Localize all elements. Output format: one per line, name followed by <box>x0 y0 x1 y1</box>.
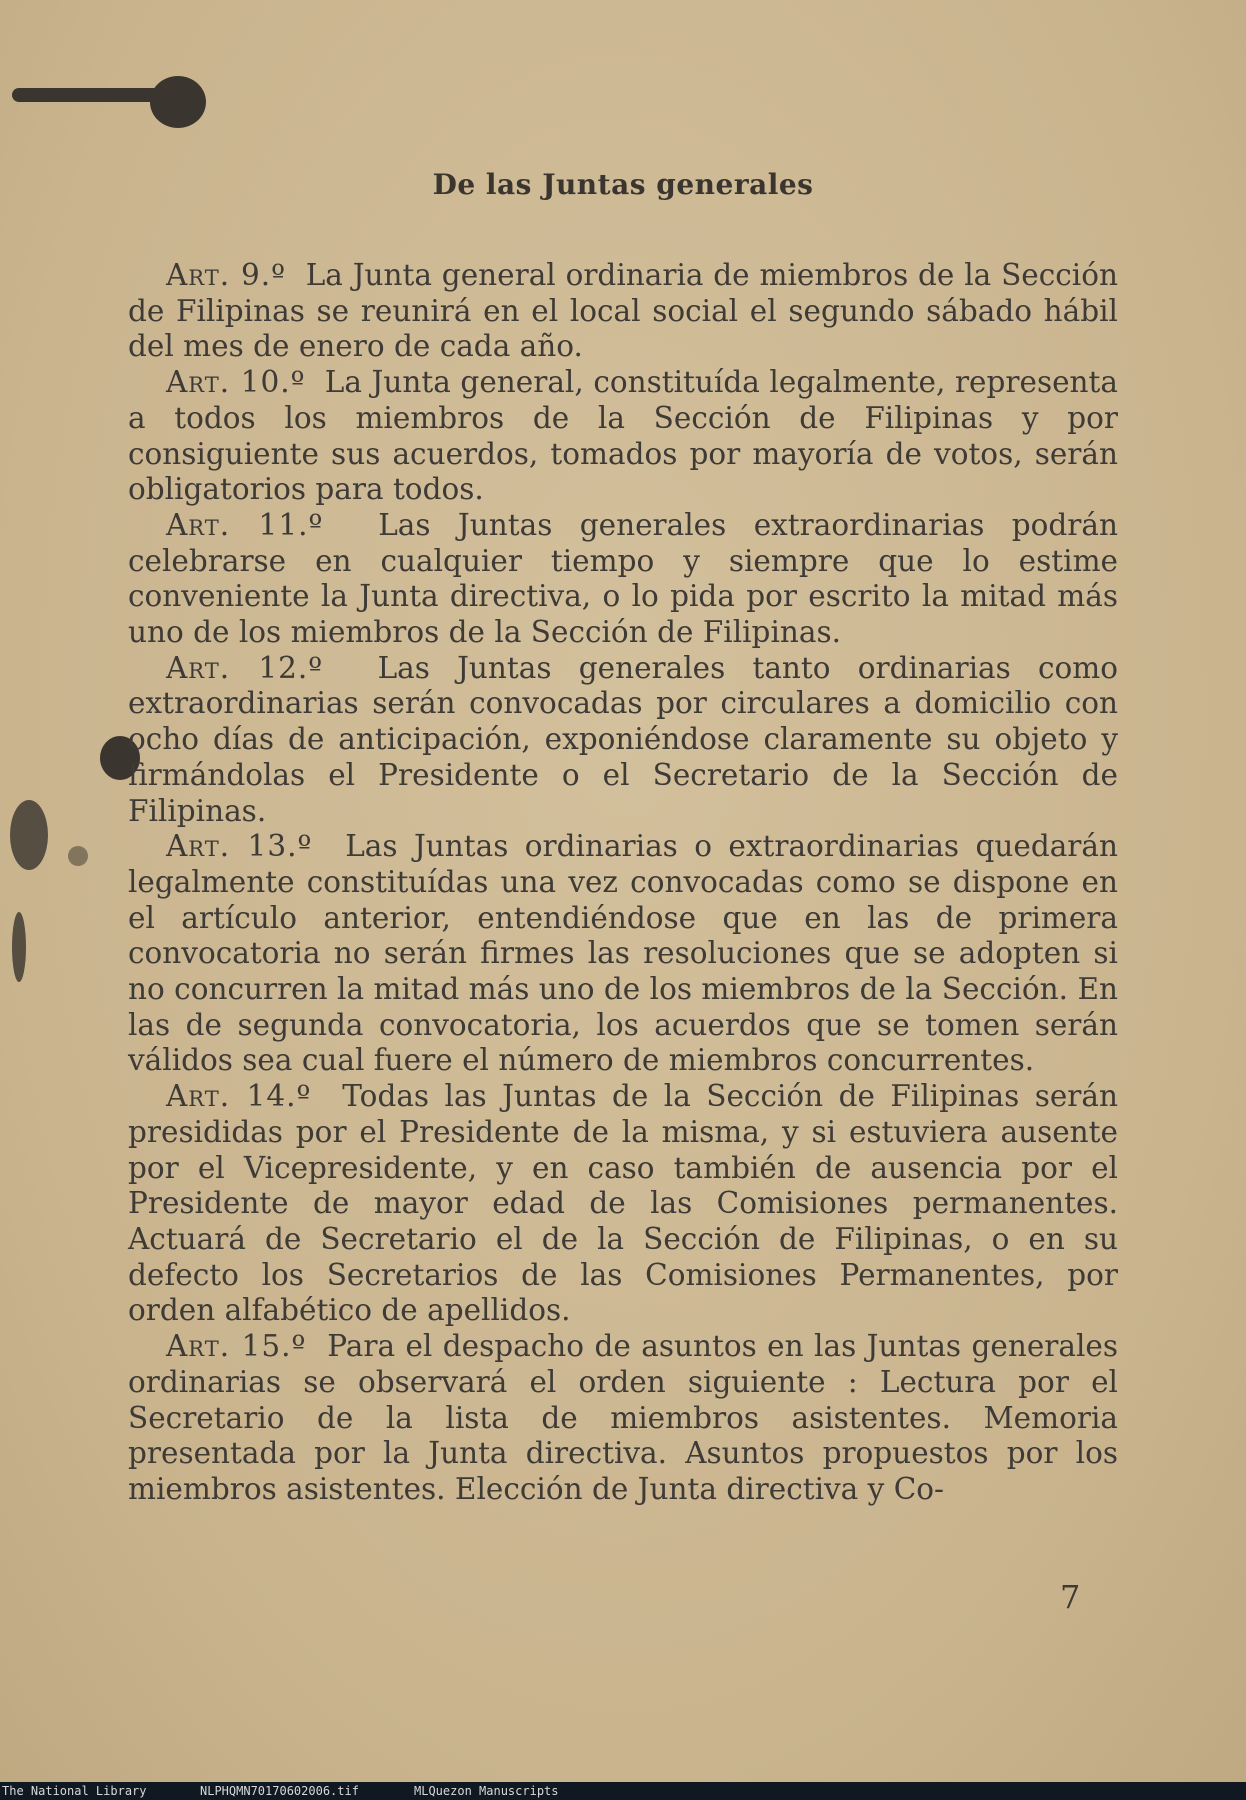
footer-collection: MLQuezon Manuscripts <box>414 1784 559 1798</box>
article-text: Todas las Juntas de la Sección de Filipinas serán presididas por el Presidente de la misma, y si estuviera ausente por el Vicepresidente, y en caso también de ausencia por el Presidente de mayor edad de las Comisiones permanentes. Actuará de Secretario el de la Sección de Filipinas, o en su defecto los Secretarios de las Comisiones Permanentes, por orden alfabético de apellidos. <box>128 1079 1118 1328</box>
article-label: Art. 12.º <box>166 650 324 685</box>
ink-stain <box>10 800 48 870</box>
article-label: Art. 13.º <box>166 829 313 864</box>
footer-library: The National Library <box>2 1784 147 1798</box>
footer-filename: NLPHQMN70170602006.tif <box>200 1784 359 1798</box>
article-text: La Junta general, constituída legalmente, representa a todos los miembros de la Sección de Filipinas y por consiguiente sus acuerdos, tomados por mayoría de votos, serán obligatorios para todos. <box>128 365 1118 507</box>
article-9 <box>128 258 1118 365</box>
section-title: De las Juntas generales <box>432 168 814 201</box>
ink-stain <box>12 912 26 982</box>
article-text: Las Juntas generales extraordinarias podrán celebrarse en cualquier tiempo y siempre que lo estime conveniente la Junta directiva, o lo pida por escrito la mitad más uno de los miembros de la Sección de Filipinas. <box>128 507 1118 650</box>
article-text: Las Juntas ordinarias o extraordinarias quedarán legalmente constituídas una vez convocadas como se dispone en el artículo anterior, entendiéndose que en las de primera convocatoria no serán firmes las resoluciones que se adopten si no concurren la mitad más uno de los miembros de la Sección. En las de segunda convocatoria, los acuerdos que se tomen serán válidos sea cual fuere el número de miembros concurrentes. <box>128 829 1118 1078</box>
article-11 <box>128 508 1118 651</box>
article-12 <box>128 651 1118 830</box>
page-number: 7 <box>1060 1578 1081 1616</box>
article-list <box>128 258 1118 1508</box>
article-text: Para el despacho de asuntos en las Juntas generales ordinarias se observará el orden siguiente : Lectura por el Secretario de la lista de miembros asistentes. Memoria presentada por la Junta directiva. Asuntos propuestos por los miembros asistentes. Elección de Junta directiva y Co- <box>128 1329 1119 1506</box>
article-label: Art. 15.º <box>166 1329 307 1364</box>
article-text: La Junta general ordinaria de miembros de la Sección de Filipinas se reunirá en el local social el segundo sábado hábil del mes de enero de cada año. <box>128 258 1118 364</box>
article-15 <box>128 1329 1118 1508</box>
article-label: Art. 11.º <box>166 507 324 542</box>
ink-stain <box>150 76 206 128</box>
article-13 <box>128 829 1118 1079</box>
article-label: Art. 10.º <box>166 365 306 400</box>
ink-stain <box>68 846 88 866</box>
scan-footer <box>0 1782 1246 1800</box>
article-text: Las Juntas generales tanto ordinarias como extraordinarias serán convocadas por circulares a domicilio con ocho días de anticipación, exponiéndose claramente su objeto y firmándolas el Presidente o el Secretario de la Sección de Filipinas. <box>128 650 1119 828</box>
ink-stain <box>12 88 162 102</box>
article-14 <box>128 1079 1118 1329</box>
article-10 <box>128 365 1118 508</box>
article-label: Art. 14.º <box>166 1079 312 1114</box>
article-label: Art. 9.º <box>166 258 286 292</box>
